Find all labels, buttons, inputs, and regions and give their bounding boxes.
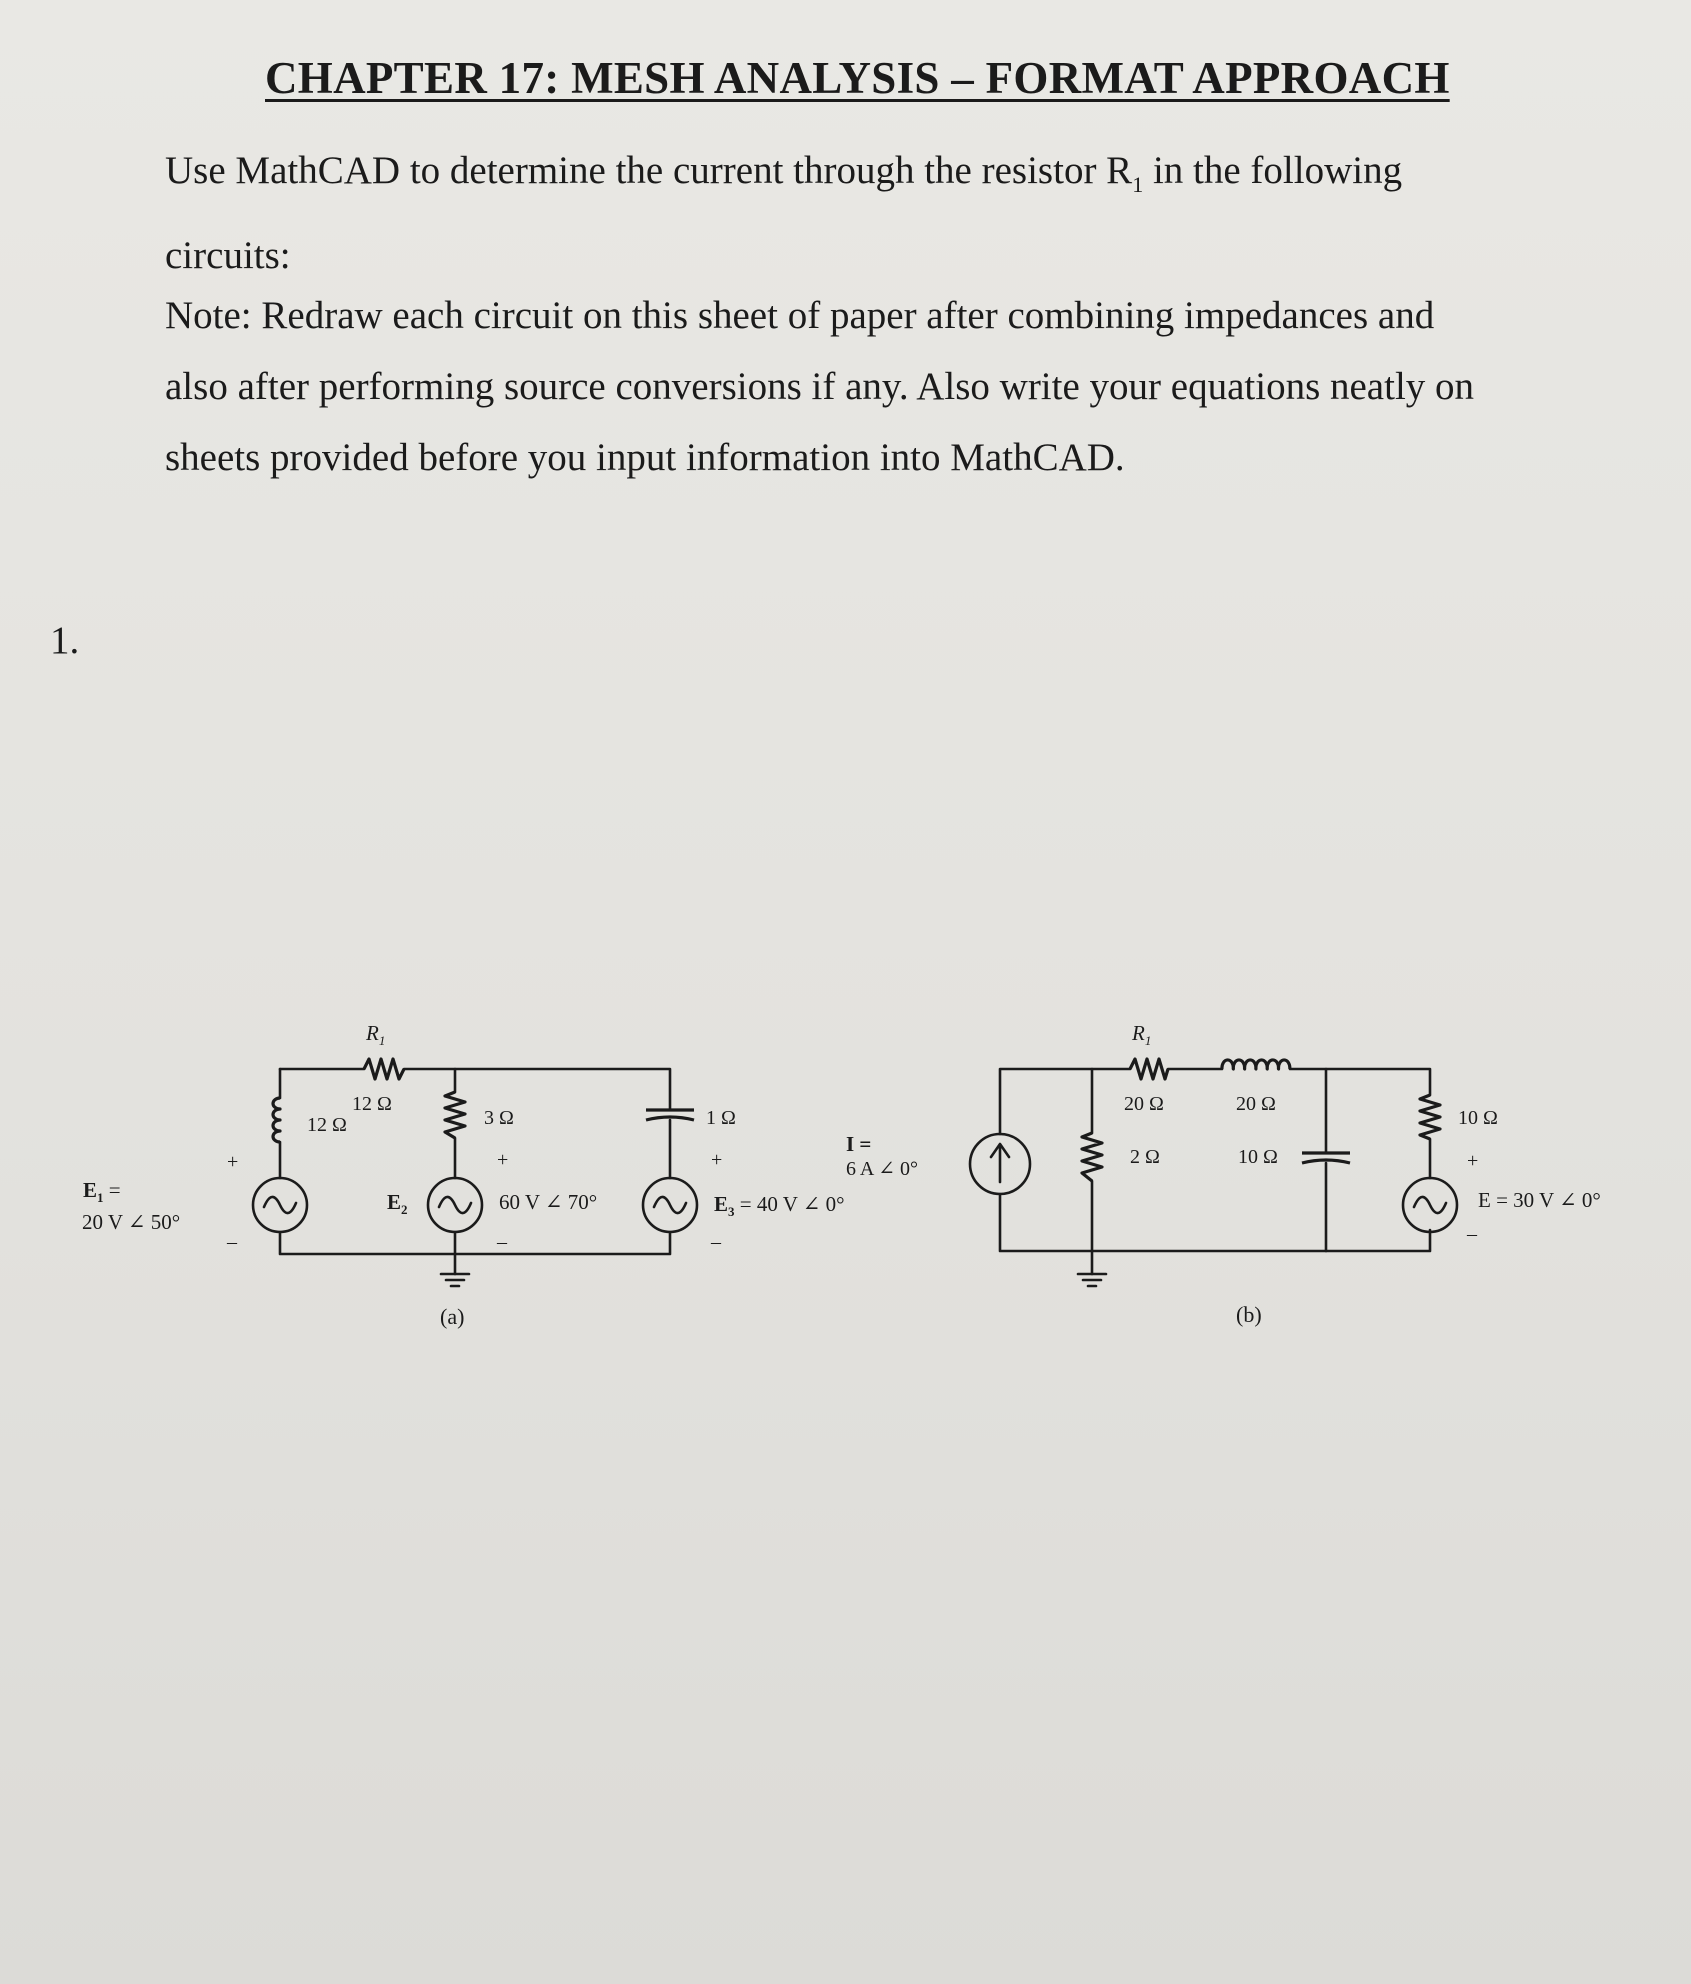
resistor-2ohm-b [1082,1133,1102,1181]
source-e1 [253,1178,307,1232]
circuit-a [82,1021,845,1329]
chapter-title: CHAPTER 17: MESH ANALYSIS – FORMAT APPROACH [265,53,1450,103]
e1-label: $E_1$ = [83,1178,121,1205]
e1-minus: – [227,1231,237,1253]
inductor-a [273,1098,280,1142]
ground-a [441,1274,469,1286]
e2-plus: + [497,1149,509,1171]
e3-plus: + [711,1149,723,1171]
e2-label: $E_2$ [387,1190,408,1217]
e1-value: 20 V ∠ 50° [82,1210,181,1234]
inductor-value-a: 12 Ω [307,1114,347,1136]
capacitor-value-a: 1 Ω [706,1107,736,1129]
instruction-text-end: in the following circuits: [165,149,1403,277]
problem-number: 1. [50,619,80,662]
inductor-value-b: 20 Ω [1236,1093,1276,1115]
source-e [1403,1178,1457,1232]
source-e2 [428,1178,482,1232]
caption-a: (a) [440,1304,465,1329]
r1-label-b: $R_1$ [1132,1021,1152,1048]
capacitor-b [1302,1153,1350,1163]
e1-plus: + [227,1151,239,1173]
resistor-10ohm-b [1420,1095,1440,1139]
e-plus: + [1467,1150,1479,1172]
r1-value-b: 20 Ω [1124,1093,1164,1115]
ground-b [1078,1274,1106,1286]
resistor-10ohm-value: 10 Ω [1458,1107,1498,1129]
resistor-2ohm-value: 2 Ω [1130,1146,1160,1168]
e2-minus: – [497,1231,507,1253]
e-value: E = 30 V ∠ 0° [1478,1188,1601,1212]
current-source-label: I = [846,1132,872,1156]
circuit-b [846,1021,1601,1327]
resistor-r1-b [1130,1059,1168,1079]
e3-minus: – [711,1231,721,1253]
resistor-3ohm-value: 3 Ω [484,1107,514,1129]
r1-value-a: 12 Ω [352,1093,392,1115]
caption-b: (b) [1236,1302,1262,1327]
r1-label-a: $R_1$ [366,1021,386,1048]
instruction-text: Use MathCAD to determine the current through the resistor R [165,149,1133,192]
e2-value: 60 V ∠ 70° [499,1190,598,1214]
resistor-r1-a [364,1059,404,1079]
current-source-value: 6 A ∠ 0° [846,1158,918,1180]
e3-label: $E_3 = 40$ V ∠ 0° [714,1192,845,1219]
source-e3 [643,1178,697,1232]
resistor-3ohm-a [445,1092,465,1138]
current-source-i [970,1134,1030,1194]
note-paragraph: Note: Redraw each circuit on this sheet of paper after combining impedances and also after performing source conversions if any. Also write your equations neatly on sheets provided before you input information into MathCAD. [165,294,1475,479]
capacitor-value-b: 10 Ω [1238,1146,1278,1168]
inductor-b [1222,1060,1290,1069]
e-minus: – [1467,1223,1477,1245]
capacitor-a [646,1110,694,1120]
wire-b-top [1000,1069,1130,1134]
resistor-subscript: 1 [1132,171,1144,197]
